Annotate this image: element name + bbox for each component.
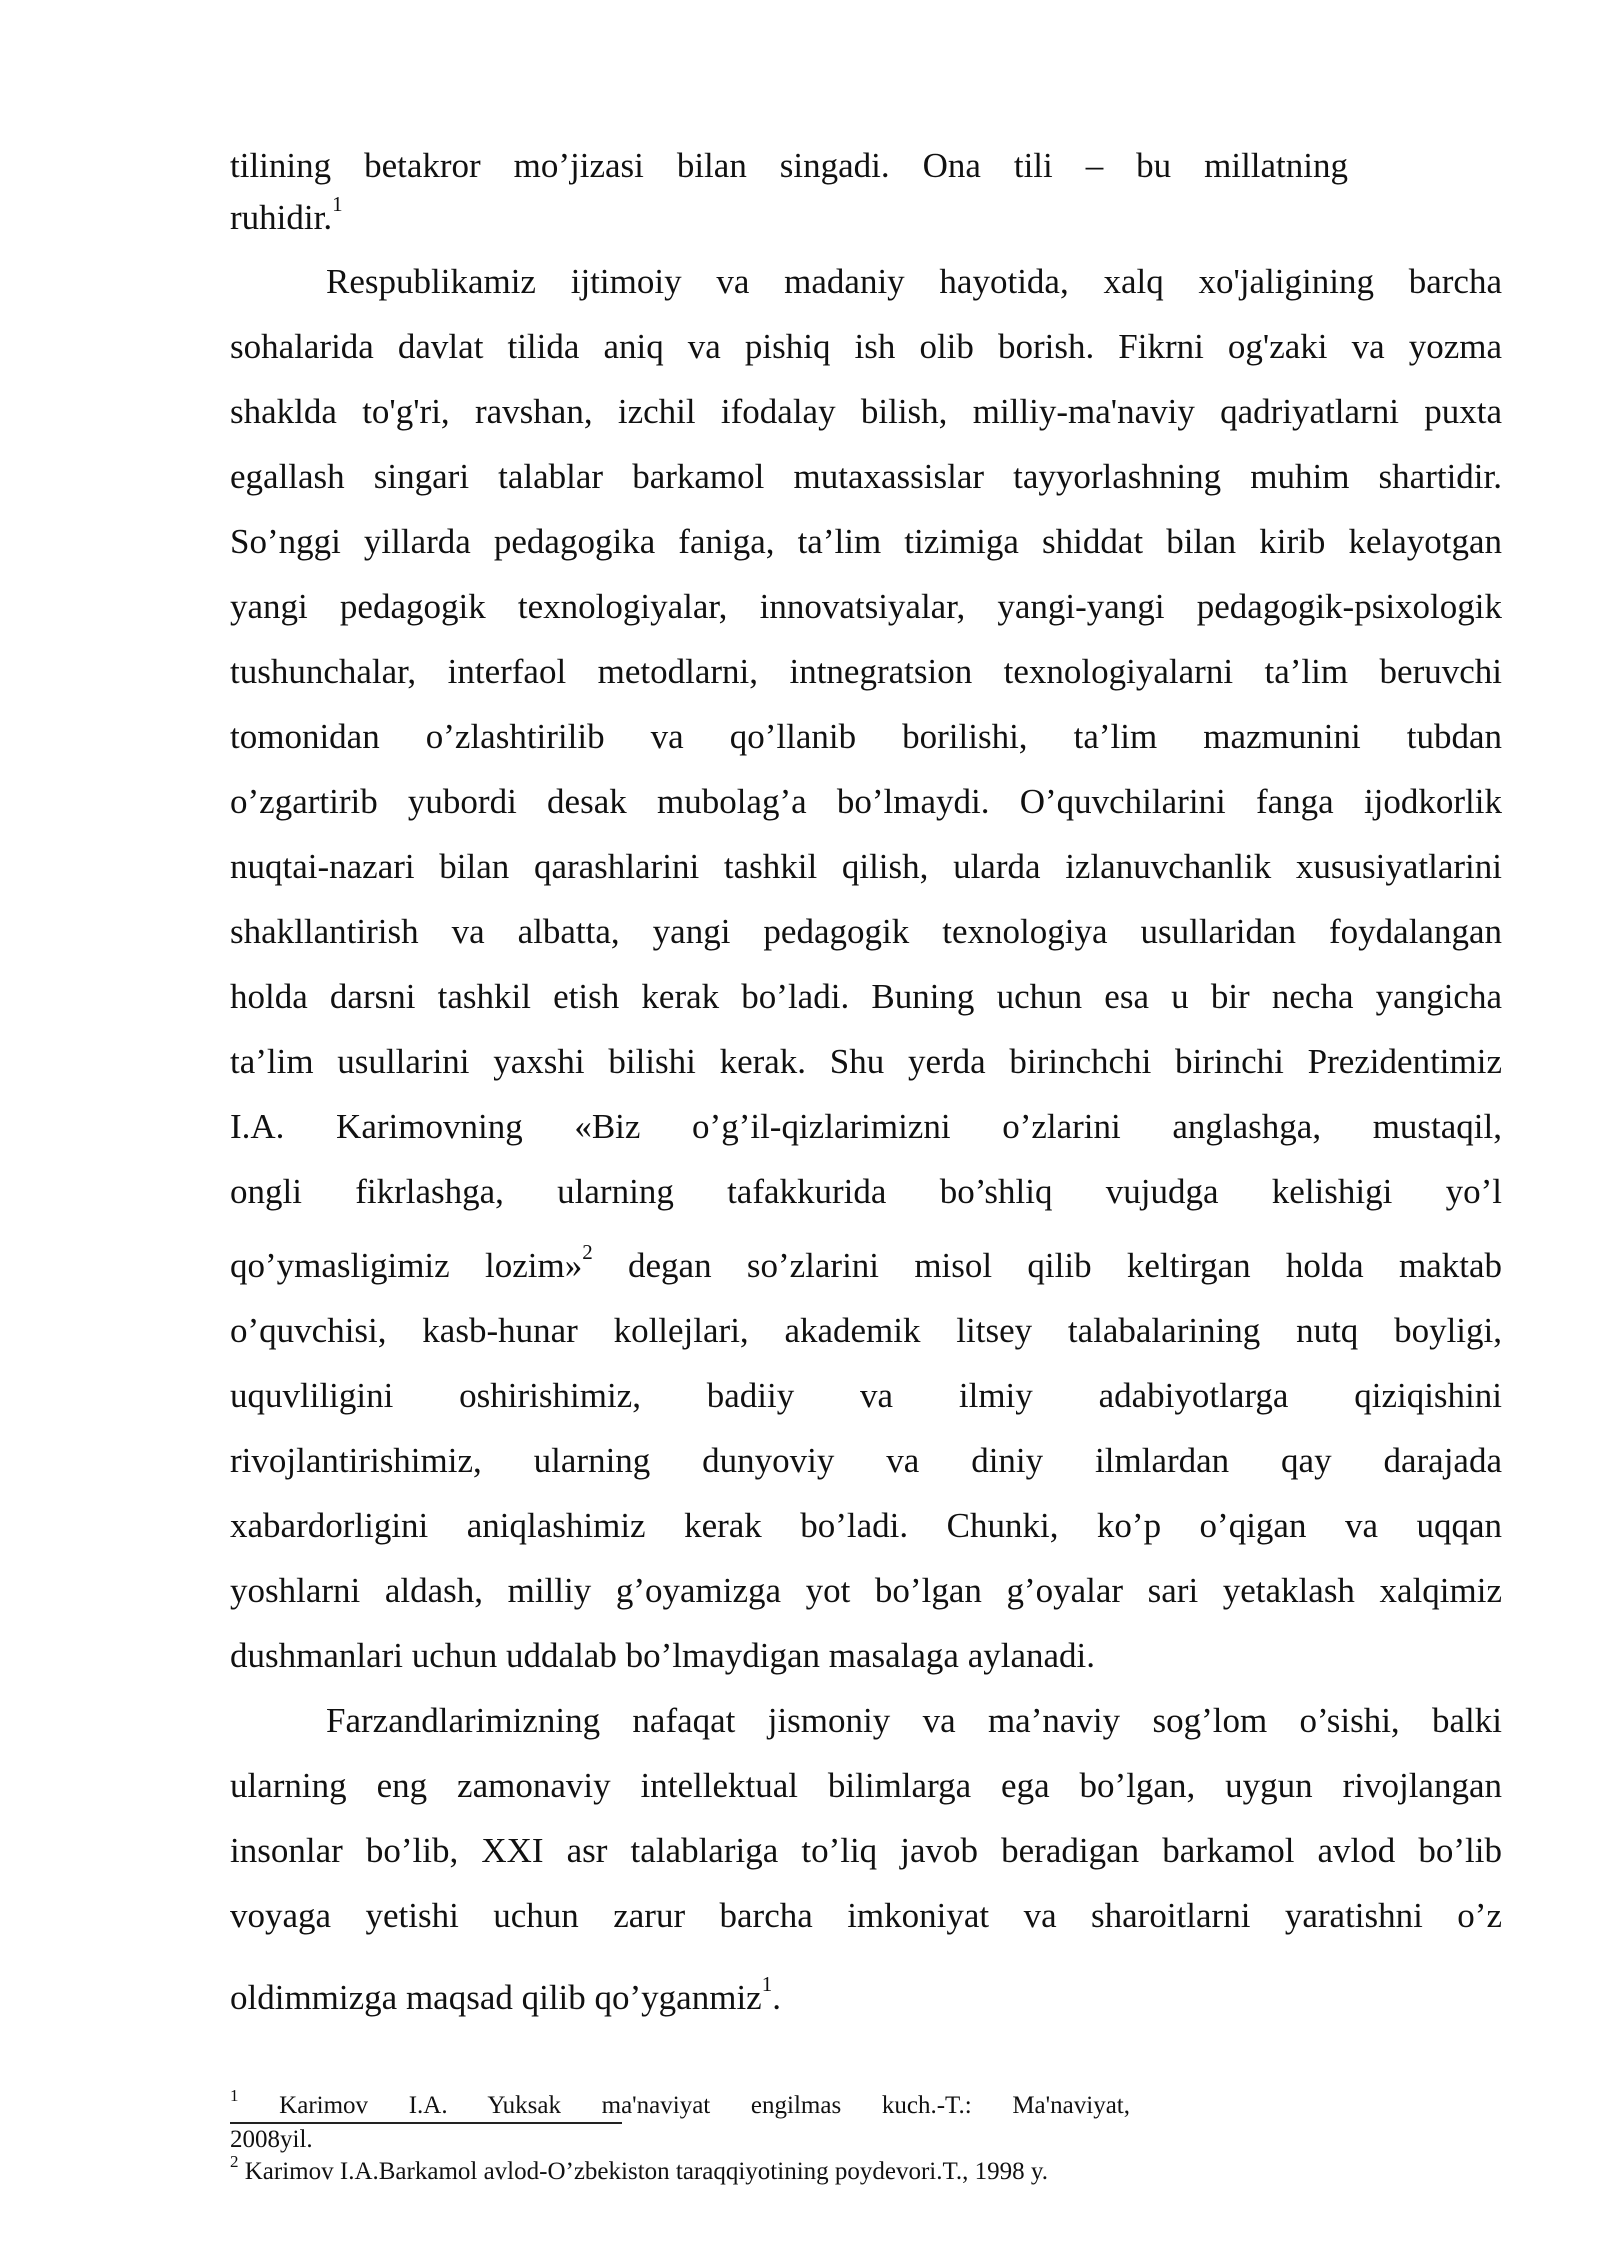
body-line: ongli fikrlashga, ularning tafakkurida bo’shliq vujudga kelishigi yo’l [230,1172,1502,1211]
body-line: egallash singari talablar barkamol mutaxassislar tayyorlashning muhim shartidir. [230,457,1502,496]
footnote-reference: 1 [761,1972,773,1996]
body-line: insonlar bo’lib, XXI asr talablariga to’liq javob beradigan barkamol avlod bo’lib [230,1831,1502,1870]
body-line: shaklda to'g'ri, ravshan, izchil ifodalay bilish, milliy-ma'naviy qadriyatlarni puxta [230,392,1502,431]
body-line: Respublikamiz ijtimoiy va madaniy hayotida, xalq xo'jaligining barcha [326,262,1502,301]
body-line: tilining betakror mo’jizasi bilan singadi. Ona tili – bu millatning [230,146,1348,185]
body-line: shakllantirish va albatta, yangi pedagogik texnologiya usullaridan foydalangan [230,912,1502,951]
body-line: o’zgartirib yubordi desak mubolag’a bo’lmaydi. O’quvchilarini fanga ijodkorlik [230,782,1502,821]
body-line: voyaga yetishi uchun zarur barcha imkoniyat va sharoitlarni yaratishni o’z [230,1896,1502,1935]
body-line [230,1972,1502,2020]
footnote-reference: 2 [582,1240,593,1264]
body-line-text: . [772,1978,781,2017]
body-line: ta’lim usullarini yaxshi bilishi kerak. Shu yerda birinchchi birinchi Prezidentimiz [230,1042,1502,1081]
footnote-reference: 1 [332,192,343,216]
body-line-text: ruhidir. [230,198,333,237]
footnote-text: naviyat engilmas kuch.-T.: Ma'naviyat, [636,2092,1130,2119]
body-line: tushunchalar, interfaol metodlarni, intnegratsion texnologiyalarni ta’lim beruvchi [230,652,1502,691]
footnote-text: Karimov I.A.Barkamol avlod-O’zbekiston taraqqiyotining poydevori.T., 1998 y. [238,2158,1049,2185]
footnote-2 [230,2152,1049,2188]
body-line: yangi pedagogik texnologiyalar, innovatsiyalar, yangi-yangi pedagogik-psixologik [230,587,1502,626]
body-line-text: degan so’zlarini misol qilib keltirgan holda maktab [592,1246,1503,1285]
body-line: o’quvchisi, kasb-hunar kollejlari, akademik litsey talabalarining nutq boyligi, [230,1311,1502,1350]
body-line: rivojlantirishimiz, ularning dunyoviy va diniy ilmlardan qay darajada [230,1441,1502,1480]
footnote-marker: 1 [230,2086,239,2105]
body-line: uquvliligini oshirishimiz, badiiy va ilmiy adabiyotlarga qiziqishini [230,1376,1502,1415]
body-line: I.A. Karimovning «Biz o’g’il-qizlarimizni o’zlarini anglashga, mustaqil, [230,1107,1502,1146]
body-line: holda darsni tashkil etish kerak bo’ladi. Buning uchun esa u bir necha yangicha [230,977,1502,1016]
body-line: dushmanlari uchun uddalab bo’lmaydigan masalaga aylanadi. [230,1636,1096,1675]
footnote-1 [230,2086,1130,2122]
body-line [230,1240,1503,1288]
body-line: tomonidan o’zlashtirilib va qo’llanib borilishi, ta’lim mazmunini tubdan [230,717,1502,756]
body-line-text: qo’ymasligimiz lozim» [230,1246,583,1285]
body-line-text: oldimmizga maqsad qilib qo’yganmiz [230,1978,762,2017]
footnote-1-continued: 2008yil. [230,2126,313,2153]
body-line: ularning eng zamonaviy intellektual bilimlarga ega bo’lgan, uygun rivojlangan [230,1766,1502,1805]
footnote-marker: 2 [230,2152,239,2171]
body-line [230,192,1502,240]
body-line: nuqtai-nazari bilan qarashlarini tashkil qilish, ularda izlanuvchanlik xususiyatlarini [230,847,1502,886]
footnote-text: Karimov I.A. Yuksak ma' [238,2092,637,2119]
body-line: xabardorligini aniqlashimiz kerak bo’ladi. Chunki, ko’p o’qigan va uqqan [230,1506,1502,1545]
body-line: yoshlarni aldash, milliy g’oyamizga yot bo’lgan g’oyalar sari yetaklash xalqimiz [230,1571,1502,1610]
body-line: sohalarida davlat tilida aniq va pishiq ish olib borish. Fikrni og'zaki va yozma [230,327,1502,366]
body-line: Farzandlarimizning nafaqat jismoniy va ma’naviy sog’lom o’sishi, balki [326,1701,1502,1740]
body-line: So’nggi yillarda pedagogika faniga, ta’lim tizimiga shiddat bilan kirib kelayotgan [230,522,1502,561]
